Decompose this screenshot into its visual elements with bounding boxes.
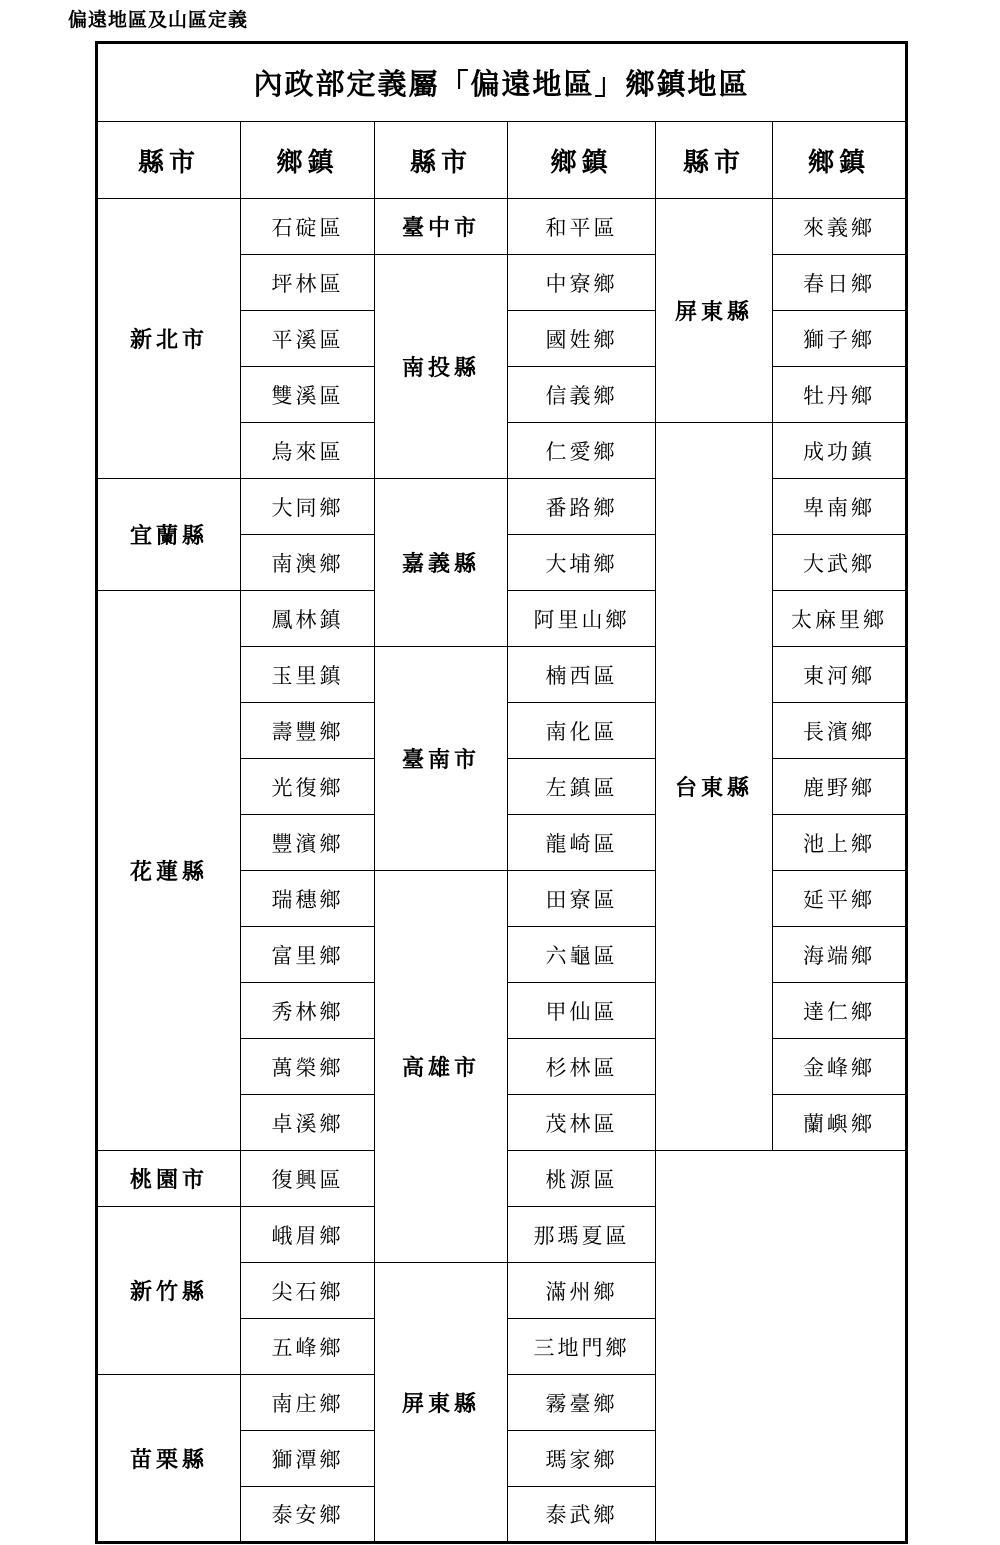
town-cell: 大同鄉 (241, 479, 375, 535)
town-cell: 雙溪區 (241, 367, 375, 423)
town-cell: 卓溪鄉 (241, 1095, 375, 1151)
town-cell: 那瑪夏區 (508, 1207, 656, 1263)
town-cell: 中寮鄉 (508, 255, 656, 311)
town-cell: 泰安鄉 (241, 1487, 375, 1543)
town-cell: 國姓鄉 (508, 311, 656, 367)
town-cell: 海端鄉 (773, 927, 907, 983)
county-cell: 花蓮縣 (97, 591, 241, 1151)
town-cell: 瑪家鄉 (508, 1431, 656, 1487)
county-cell: 嘉義縣 (375, 479, 508, 647)
town-cell: 石碇區 (241, 199, 375, 255)
county-cell: 宜蘭縣 (97, 479, 241, 591)
town-cell: 金峰鄉 (773, 1039, 907, 1095)
town-cell: 復興區 (241, 1151, 375, 1207)
county-cell: 屏東縣 (656, 199, 773, 423)
town-cell: 卑南鄉 (773, 479, 907, 535)
county-cell: 臺中市 (375, 199, 508, 255)
town-cell: 鳳林鎮 (241, 591, 375, 647)
town-cell: 池上鄉 (773, 815, 907, 871)
town-cell: 秀林鄉 (241, 983, 375, 1039)
town-cell: 蘭嶼鄉 (773, 1095, 907, 1151)
town-cell: 南澳鄉 (241, 535, 375, 591)
town-cell: 番路鄉 (508, 479, 656, 535)
empty-cell (656, 1151, 907, 1543)
town-cell: 延平鄉 (773, 871, 907, 927)
town-cell: 萬榮鄉 (241, 1039, 375, 1095)
town-cell: 大武鄉 (773, 535, 907, 591)
town-cell: 南化區 (508, 703, 656, 759)
town-cell: 滿州鄉 (508, 1263, 656, 1319)
county-cell: 苗栗縣 (97, 1375, 241, 1543)
town-cell: 阿里山鄉 (508, 591, 656, 647)
town-cell: 長濱鄉 (773, 703, 907, 759)
town-cell: 尖石鄉 (241, 1263, 375, 1319)
town-cell: 信義鄉 (508, 367, 656, 423)
town-cell: 牡丹鄉 (773, 367, 907, 423)
town-cell: 左鎮區 (508, 759, 656, 815)
header-county-3: 縣市 (656, 122, 773, 199)
header-town-3: 鄉鎮 (773, 122, 907, 199)
header-town-1: 鄉鎮 (241, 122, 375, 199)
table-title: 內政部定義屬「偏遠地區」鄉鎮地區 (97, 43, 907, 122)
town-cell: 峨眉鄉 (241, 1207, 375, 1263)
header-town-2: 鄉鎮 (508, 122, 656, 199)
header-county-1: 縣市 (97, 122, 241, 199)
town-cell: 坪林區 (241, 255, 375, 311)
county-cell: 南投縣 (375, 255, 508, 479)
town-cell: 南庄鄉 (241, 1375, 375, 1431)
county-cell: 桃園市 (97, 1151, 241, 1207)
town-cell: 春日鄉 (773, 255, 907, 311)
town-cell: 來義鄉 (773, 199, 907, 255)
page-heading: 偏遠地區及山區定義 (68, 9, 249, 31)
town-cell: 田寮區 (508, 871, 656, 927)
county-cell: 新竹縣 (97, 1207, 241, 1375)
town-cell: 楠西區 (508, 647, 656, 703)
town-cell: 富里鄉 (241, 927, 375, 983)
county-cell: 新北市 (97, 199, 241, 479)
county-cell: 台東縣 (656, 423, 773, 1151)
town-cell: 平溪區 (241, 311, 375, 367)
county-cell: 臺南市 (375, 647, 508, 871)
town-cell: 仁愛鄉 (508, 423, 656, 479)
header-county-2: 縣市 (375, 122, 508, 199)
town-cell: 和平區 (508, 199, 656, 255)
town-cell: 甲仙區 (508, 983, 656, 1039)
town-cell: 大埔鄉 (508, 535, 656, 591)
town-cell: 烏來區 (241, 423, 375, 479)
town-cell: 東河鄉 (773, 647, 907, 703)
remote-areas-table (95, 41, 908, 1544)
table-row (97, 199, 907, 255)
table-row (97, 479, 907, 535)
town-cell: 獅潭鄉 (241, 1431, 375, 1487)
town-cell: 玉里鎮 (241, 647, 375, 703)
town-cell: 瑞穗鄉 (241, 871, 375, 927)
town-cell: 壽豐鄉 (241, 703, 375, 759)
town-cell: 五峰鄉 (241, 1319, 375, 1375)
town-cell: 達仁鄉 (773, 983, 907, 1039)
town-cell: 太麻里鄉 (773, 591, 907, 647)
town-cell: 茂林區 (508, 1095, 656, 1151)
town-cell: 龍崎區 (508, 815, 656, 871)
town-cell: 光復鄉 (241, 759, 375, 815)
town-cell: 桃源區 (508, 1151, 656, 1207)
town-cell: 杉林區 (508, 1039, 656, 1095)
town-cell: 成功鎮 (773, 423, 907, 479)
county-cell: 屏東縣 (375, 1263, 508, 1543)
town-cell: 泰武鄉 (508, 1487, 656, 1543)
town-cell: 豐濱鄉 (241, 815, 375, 871)
town-cell: 三地門鄉 (508, 1319, 656, 1375)
town-cell: 獅子鄉 (773, 311, 907, 367)
town-cell: 鹿野鄉 (773, 759, 907, 815)
town-cell: 六龜區 (508, 927, 656, 983)
county-cell: 高雄市 (375, 871, 508, 1263)
town-cell: 霧臺鄉 (508, 1375, 656, 1431)
